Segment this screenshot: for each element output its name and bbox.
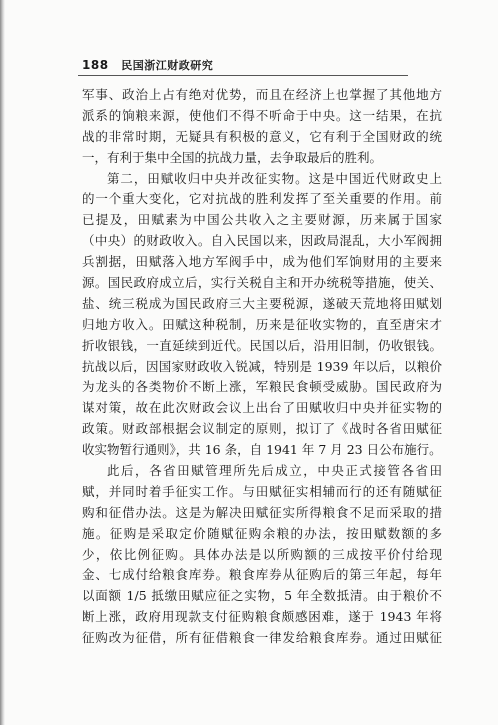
text-line: 一，有利于集中全国的抗战力量，去争取最后的胜利。 bbox=[82, 149, 383, 165]
text-line: 归地方收入。田赋这种税制，历来是征收实物的，直至唐宋才 bbox=[82, 316, 442, 332]
text-line: 的一个重大变化，它对抗战的胜利发挥了至关重要的作用。前 bbox=[82, 191, 442, 207]
text-line: 购和征借办法。这是为解决田赋征实所得粮食不足而采取的措 bbox=[82, 504, 442, 520]
text-line: 战的非常时期，无疑具有积极的意义，它有利于全国财政的统 bbox=[82, 128, 442, 144]
text-line: 赋，并同时着手征实工作。与田赋征实相辅而行的还有随赋征 bbox=[82, 483, 442, 499]
text-line: （中央）的财政收入。自入民国以来，因政局混乱，大小军阀拥 bbox=[82, 233, 442, 249]
text-line: 断上涨，政府用现款支付征购粮食颇感困难，遂于 1943 年将 bbox=[82, 609, 442, 625]
text-line: 盐、统三税成为国民政府三大主要税源，遂破天荒地将田赋划 bbox=[82, 295, 442, 311]
header-rule bbox=[78, 75, 408, 76]
text-line: 施。征购是采取定价随赋征购余粮的办法，按田赋数额的多 bbox=[82, 525, 442, 541]
text-line: 抗战以后，因国家财政收入锐减，特别是 1939 年以后，以粮价 bbox=[82, 358, 442, 374]
text-line: 政策。财政部根据会议制定的原则，拟订了《战时各省田赋征 bbox=[82, 421, 442, 437]
text-line: 兵割据，田赋落入地方军阀手中，成为他们军饷财用的主要来 bbox=[82, 254, 442, 270]
text-line: 折收银钱，一直延续到近代。民国以后，沿用旧制，仍收银钱。 bbox=[82, 337, 442, 353]
text-line: 军事、政治上占有绝对优势，而且在经济上也掌握了其他地方 bbox=[82, 87, 442, 102]
body-text bbox=[82, 85, 442, 649]
text-line: 少，依比例征购。具体办法是以所购额的三成按平价付给现 bbox=[82, 546, 442, 562]
text-line: 已提及，田赋素为中国公共收入之主要财源，历来属于国家 bbox=[82, 212, 442, 228]
text-line: 第二，田赋收归中央并改征实物。这是中国近代财政史上 bbox=[107, 170, 442, 186]
paragraph bbox=[82, 169, 442, 461]
paragraph bbox=[82, 85, 442, 169]
text-line: 谋对策，故在此次财政会议上出台了田赋收归中央并征实物的 bbox=[82, 400, 442, 416]
text-line: 派系的饷粮来源，使他们不得不听命于中央。这一结果，在抗 bbox=[82, 107, 442, 123]
page-header bbox=[82, 57, 213, 73]
text-line: 金、七成付给粮食库券。粮食库券从征购后的第三年起，每年 bbox=[82, 567, 442, 583]
text-line: 征购改为征借，所有征借粮食一律发给粮食库券。通过田赋征 bbox=[82, 630, 442, 646]
running-title: 民国浙江财政研究 bbox=[121, 59, 214, 72]
text-line: 此后，各省田赋管理所先后成立，中央正式接管各省田 bbox=[107, 463, 442, 479]
page-binding-shadow bbox=[0, 0, 5, 725]
paragraph bbox=[82, 461, 442, 649]
page-number: 188 bbox=[82, 58, 109, 72]
text-line: 为龙头的各类物价不断上涨，军粮民食顿受威胁。国民政府为 bbox=[82, 379, 442, 395]
text-line: 以面额 1/5 抵缴田赋应征之实物，5 年全数抵清。由于粮价不 bbox=[82, 588, 442, 604]
text-line: 收实物暂行通则》，共 16 条，自 1941 年 7 月 23 日公布施行。 bbox=[82, 442, 442, 458]
text-line: 源。国民政府成立后，实行关税自主和开办统税等措施，使关、 bbox=[82, 275, 442, 291]
